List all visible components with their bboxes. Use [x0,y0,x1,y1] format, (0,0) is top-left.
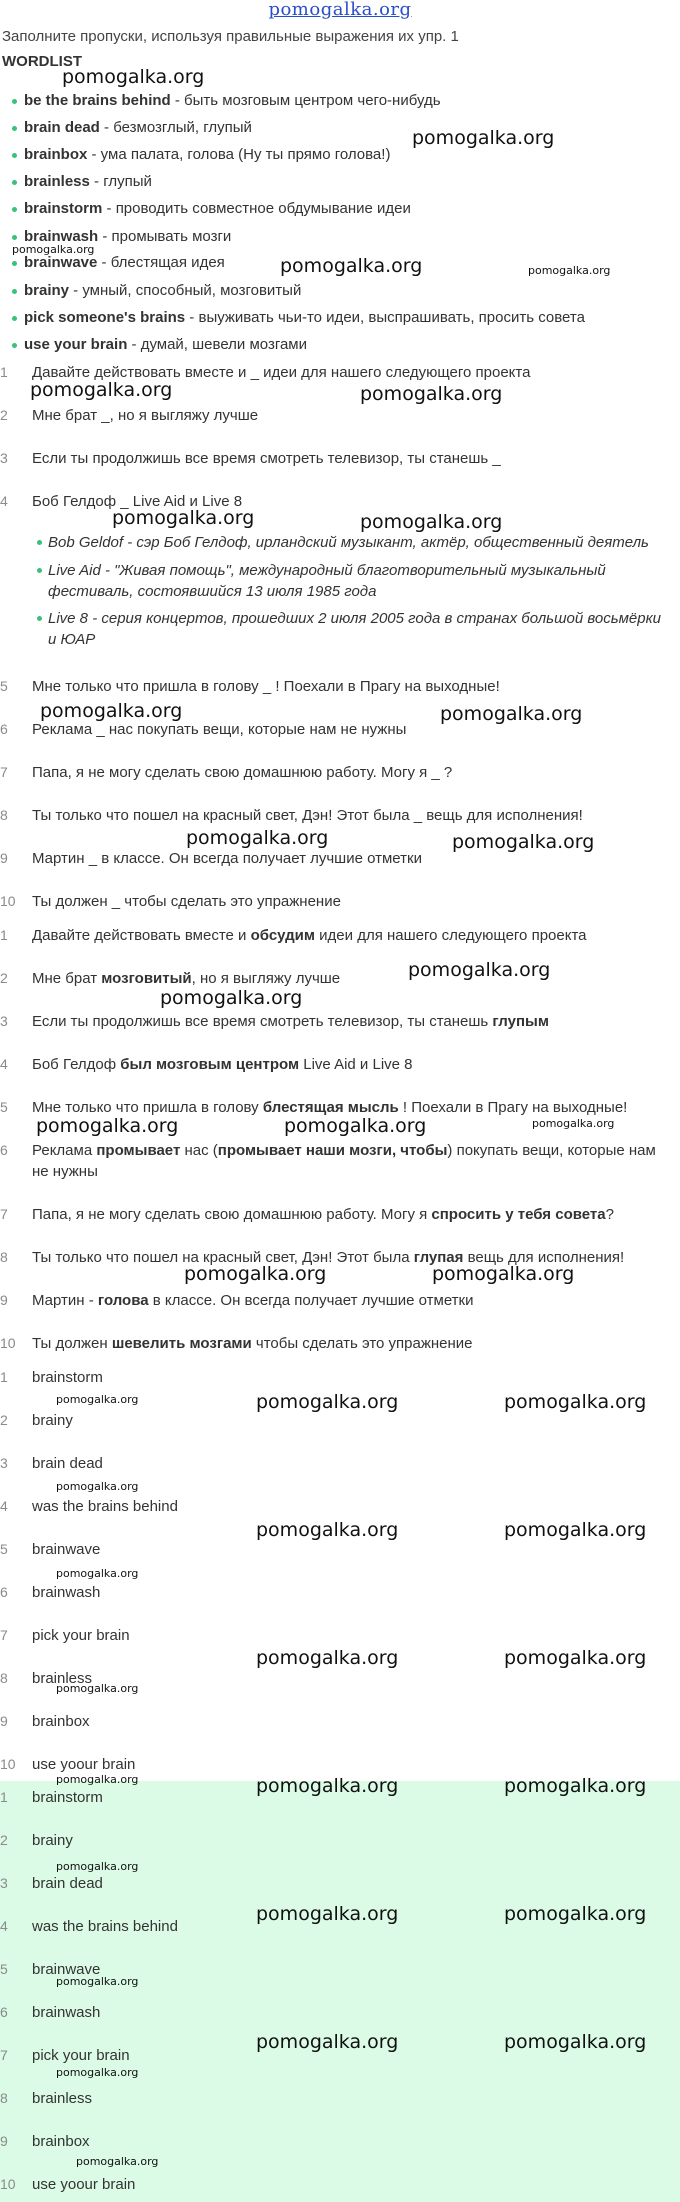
wordlist-definition: - промывать мозги [98,228,232,245]
item-number: 8 [0,807,8,823]
wordlist-definition: - выуживать чьи-то идеи, выспрашивать, просить совета [185,309,585,326]
answer-text: Мартин - голова в классе. Он всегда получает лучшие отметки [32,1292,474,1309]
watermark: pomogalka.org [56,1860,139,1873]
watermark: pomogalka.org [504,1519,647,1541]
wordlist-term: brain dead [24,119,100,136]
key-text: brainbox [32,1713,90,1730]
key-text: brainwash [32,1584,101,1601]
item-number: 8 [0,2090,8,2106]
item-number: 10 [0,1335,16,1351]
watermark: pomogalka.org [432,1263,575,1285]
watermark: pomogalka.org [56,1567,139,1580]
watermark: pomogalka.org [504,1903,647,1925]
item-text: Мне брат _, но я выгляжу лучше [32,407,259,424]
key-text: brainstorm [32,1369,103,1386]
item-number: 2 [0,407,8,423]
answer-text: Папа, я не могу сделать свою домашнюю работу. Могу я спросить у тебя совета? [32,1206,614,1223]
item-number: 9 [0,850,8,866]
item-number: 10 [0,1756,16,1772]
watermark: pomogalka.org [504,1391,647,1413]
wordlist-term: brainy [24,282,70,299]
page-subtitle: Заполните пропуски, используя правильные выражения их упр. 1 [2,28,459,45]
item-text: Мартин _ в классе. Он всегда получает лучшие отметки [32,850,422,867]
wordlist-item [24,92,441,109]
wordlist-term: be the brains behind [24,92,171,109]
wordlist-term: brainbox [24,146,88,163]
item-number: 4 [0,1056,8,1072]
wordlist-term: brainwash [24,228,99,245]
watermark: pomogalka.org [56,1682,139,1695]
wordlist-definition: - быть мозговым центром чего-нибудь [170,92,441,109]
answer-highlight: обсудим [250,927,315,944]
watermark: pomogalka.org [532,1117,615,1130]
wordlist-definition: - проводить совместное обдумывание идеи [102,200,411,217]
answer-text: Боб Гелдоф был мозговым центром Live Aid и Live 8 [32,1056,413,1073]
item-number: 5 [0,1961,8,1977]
wordlist-term: brainless [24,173,90,190]
item-number: 4 [0,1498,8,1514]
wordlist-definition: - ума палата, голова (Ну ты прямо голова!) [87,146,391,163]
item-number: 2 [0,1832,8,1848]
wordlist-term: use your brain [24,336,128,353]
key-text: brain dead [32,1455,103,1472]
footnote-live-aid: Live Aid - "Живая помощь", международный благотворительный музыкальный фестиваль, состоявшийся 13 июля 1985 года [48,560,668,602]
watermark: pomogalka.org [112,507,255,529]
item-number: 3 [0,1875,8,1891]
wordlist-item [24,309,585,326]
key-text: was the brains behind [32,1498,178,1515]
watermark: pomogalka.org [256,1775,399,1797]
item-number: 10 [0,2176,16,2192]
watermark: pomogalka.org [256,1519,399,1541]
item-number: 6 [0,721,8,737]
key-text: brainy [32,1832,73,1849]
item-number: 10 [0,893,16,909]
wordlist-item [24,173,152,190]
item-number: 7 [0,1627,8,1643]
wordlist-term: pick someone's brains [24,309,186,326]
watermark: pomogalka.org [56,1480,139,1493]
wordlist-item [24,200,411,217]
item-number: 8 [0,1249,8,1265]
watermark: pomogalka.org [360,383,503,405]
key-text: brainstorm [32,1789,103,1806]
watermark: pomogalka.org [160,987,303,1009]
watermark: pomogalka.org [452,831,595,853]
watermark: pomogalka.org [504,1647,647,1669]
answer-highlight: шевелить мозгами [111,1335,252,1352]
watermark: pomogalka.org [256,1647,399,1669]
item-number: 7 [0,1206,8,1222]
item-number: 5 [0,1099,8,1115]
item-number: 7 [0,764,8,780]
key-text: was the brains behind [32,1918,178,1935]
item-number: 9 [0,2133,8,2149]
answer-text: Мне брат мозговитый, но я выгляжу лучше [32,970,341,987]
watermark: pomogalka.org [184,1263,327,1285]
key-text: brainwave [32,1541,101,1558]
item-number: 6 [0,1584,8,1600]
item-text: Ты должен _ чтобы сделать это упражнение [32,893,341,910]
answer-text: Мне только что пришла в голову блестящая мысль ! Поехали в Прагу на выходные! [32,1099,628,1116]
wordlist-definition: - думай, шевели мозгами [127,336,308,353]
watermark: pomogalka.org [408,959,551,981]
answer-highlight: промывает наши мозги, чтобы [217,1142,448,1159]
key-text: brainless [32,2090,93,2107]
wordlist-item [24,146,390,163]
wordlist-item [24,254,225,271]
answer-text: Давайте действовать вместе и обсудим идеи для нашего следующего проекта [32,927,587,944]
item-number: 9 [0,1292,8,1308]
answer-text: Ты должен шевелить мозгами чтобы сделать это упражнение [32,1335,473,1352]
watermark: pomogalka.org [30,379,173,401]
item-number: 1 [0,927,8,943]
key-text: use yoour brain [32,1756,136,1773]
item-number: 3 [0,1013,8,1029]
wordlist-item [24,282,301,299]
item-number: 4 [0,493,8,509]
watermark: pomogalka.org [76,2155,159,2168]
watermark: pomogalka.org [256,1903,399,1925]
wordlist-item [24,119,252,136]
watermark: pomogalka.org [56,1773,139,1786]
key-text: brainy [32,1412,73,1429]
item-number: 2 [0,970,8,986]
wordlist-definition: - умный, способный, мозговитый [69,282,302,299]
item-number: 3 [0,450,8,466]
item-text: Если ты продолжишь все время смотреть телевизор, ты станешь _ [32,450,501,467]
watermark: pomogalka.org [528,264,611,277]
key-text: brainwave [32,1961,101,1978]
watermark: pomogalka.org [284,1115,427,1137]
item-number: 9 [0,1713,8,1729]
wordlist-item [24,336,307,353]
item-number: 1 [0,364,8,380]
key-text: brainwash [32,2004,101,2021]
item-text: Ты только что пошел на красный свет, Дэн! Этот была _ вещь для исполнения! [32,807,583,824]
watermark: pomogalka.org [62,66,205,88]
answer-highlight: спросить у тебя совета [431,1206,606,1223]
item-number: 4 [0,1918,8,1934]
watermark: pomogalka.org [256,1391,399,1413]
item-number: 5 [0,678,8,694]
answer-highlight: глупая [413,1249,464,1266]
item-number: 1 [0,1789,8,1805]
item-text: Боб Гелдоф _ Live Aid и Live 8 [32,493,243,510]
watermark: pomogalka.org [56,2066,139,2079]
answer-text: Если ты продолжишь все время смотреть телевизор, ты станешь глупым [32,1013,549,1030]
answer-highlight: голова [97,1292,149,1309]
watermark: pomogalka.org [256,2031,399,2053]
wordlist-heading: WORDLIST [2,53,82,70]
answer-highlight: глупым [492,1013,549,1030]
answer-text: Реклама промывает нас (промывает наши мозги, чтобы) покупать вещи, которые нам не нужны [32,1142,656,1180]
wordlist-term: brainstorm [24,200,103,217]
wordlist-definition: - блестящая идея [97,254,225,271]
item-number: 1 [0,1369,8,1385]
watermark: pomogalka.org [360,511,503,533]
watermark: pomogalka.org [504,2031,647,2053]
item-text: Реклама _ нас покупать вещи, которые нам не нужны [32,721,407,738]
watermark: pomogalka.org [12,243,95,256]
watermark: pomogalka.org [504,1775,647,1797]
watermark: pomogalka.org [440,703,583,725]
key-text: pick your brain [32,1627,130,1644]
watermark: pomogalka.org [56,1393,139,1406]
wordlist-term: brainwave [24,254,98,271]
item-number: 8 [0,1670,8,1686]
watermark: pomogalka.org [56,1975,139,1988]
answer-highlight: промывает [96,1142,181,1159]
footnote-bob-geldof: Bob Geldof - сэр Боб Гелдоф, ирландский музыкант, актёр, общественный деятель [48,532,668,553]
answer-highlight: блестящая мысль [262,1099,399,1116]
key-text: brain dead [32,1875,103,1892]
wordlist-definition: - глупый [89,173,152,190]
wordlist-definition: - безмозглый, глупый [99,119,252,136]
key-text: use yoour brain [32,2176,136,2193]
site-logo[interactable]: pomogalka.org [268,0,412,20]
key-text: brainbox [32,2133,90,2150]
item-number: 7 [0,2047,8,2063]
item-number: 3 [0,1455,8,1471]
watermark: pomogalka.org [40,700,183,722]
key-text: brainless [32,1670,93,1687]
footnote-live-8: Live 8 - серия концертов, прошедших 2 июля 2005 года в странах большой восьмёрки и ЮАР [48,608,668,650]
answer-text: Ты только что пошел на красный свет, Дэн! Этот была глупая вещь для исполнения! [32,1249,625,1266]
watermark: pomogalka.org [186,827,329,849]
answer-highlight: был мозговым центром [120,1056,300,1073]
item-number: 2 [0,1412,8,1428]
watermark: pomogalka.org [412,127,555,149]
answer-highlight: мозговитый [101,970,192,987]
item-number: 5 [0,1541,8,1557]
watermark: pomogalka.org [36,1115,179,1137]
key-text: pick your brain [32,2047,130,2064]
item-text: Давайте действовать вместе и _ идеи для нашего следующего проекта [32,364,531,381]
item-number: 6 [0,2004,8,2020]
item-text: Мне только что пришла в голову _ ! Поехали в Прагу на выходные! [32,678,500,695]
watermark: pomogalka.org [280,255,423,277]
item-text: Папа, я не могу сделать свою домашнюю работу. Могу я _ ? [32,764,453,781]
item-number: 6 [0,1142,8,1158]
